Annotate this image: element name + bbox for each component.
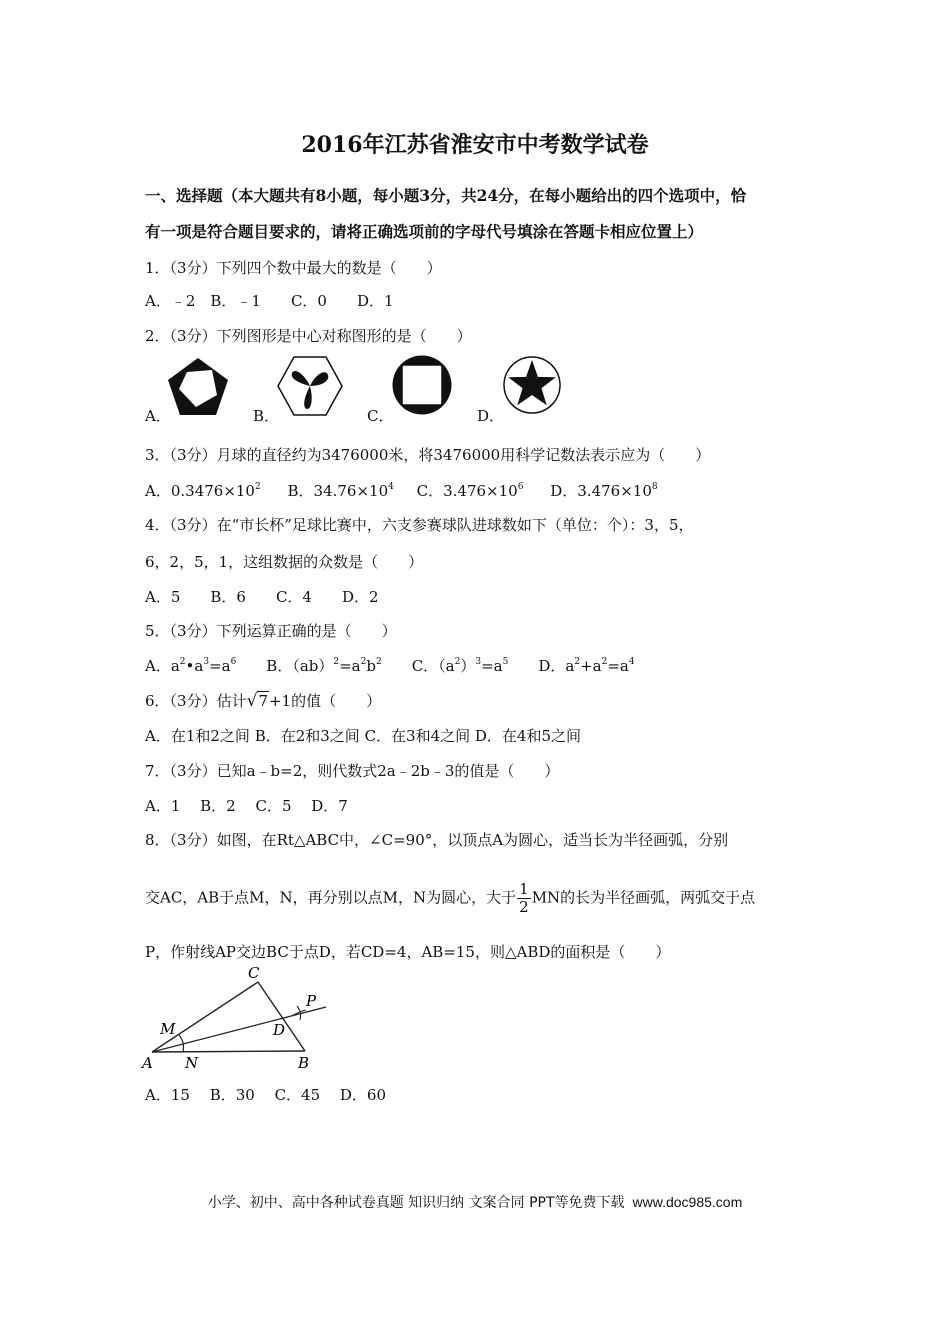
question-7-options: A．1 B．2 C．5 D．7 [145, 797, 348, 815]
side-ab [152, 1051, 305, 1052]
label-p: P [306, 992, 317, 1010]
question-8-line2-pre: 交AC，AB于点M，N，再分别以点M，N为圆心，大于 [145, 888, 517, 907]
q5-c-eq: =a [481, 657, 503, 675]
q5-b-exp2: 2 [360, 657, 367, 667]
question-4-stem-line1: 4．（3分）在“市长杯”足球比赛中，六支参赛球队进球数如下（单位：个）：3，5， [145, 516, 694, 534]
label-c: C [248, 964, 260, 982]
q5-a-mid: •a [185, 657, 204, 675]
q5-d-exp1: 2 [574, 657, 581, 667]
question-6-stem-pre: 6．（3分）估计 [145, 692, 247, 710]
option-c: C．3.476×10 [416, 482, 518, 500]
option-a: A．0.3476×10 [145, 482, 255, 500]
option-d: D．3.476×10 [550, 482, 652, 500]
radicand: 7 [258, 692, 268, 710]
option-c-exponent: 6 [517, 482, 524, 492]
ray-ap [152, 1007, 326, 1052]
question-3-options [145, 480, 658, 501]
section-heading-line2: 有一项是符合题目要求的，请将正确选项前的字母代号填涂在答题卡相应位置上） [145, 222, 704, 241]
label-a: A [142, 1054, 153, 1072]
q5-b-eq: =a [339, 657, 361, 675]
q5-a-eq: =a [209, 657, 231, 675]
footer-text: 小学、初中、高中各种试卷真题 知识归纳 文案合同 PPT等免费下载 [207, 1195, 625, 1211]
question-6-stem [145, 690, 381, 711]
option-b-exponent: 4 [388, 482, 394, 492]
question-1-stem: 1．（3分）下列四个数中最大的数是（ ） [145, 259, 442, 277]
label-n: N [185, 1054, 199, 1072]
question-8-options: A．15 B．30 C．45 D．60 [145, 1086, 387, 1104]
q5-b-b: b [366, 657, 376, 675]
q5-c-base: C．（a [381, 657, 455, 675]
q5-d-plus: +a [580, 657, 602, 675]
q5-d-eq: =a [607, 657, 629, 675]
question-7-stem: 7．（3分）已知a﹣b=2，则代数式2a﹣2b﹣3的值是（ ） [145, 762, 560, 780]
q5-c-exp3: 5 [502, 657, 509, 667]
radical-sign: √ [246, 691, 258, 711]
q5-c-exp2: 3 [475, 657, 482, 667]
side-bc [258, 982, 305, 1051]
footer-url[interactable]: www.doc985.com [632, 1194, 743, 1210]
q5-b-base: B．（ab） [236, 657, 334, 675]
option-c-label: C． [367, 407, 394, 425]
q5-a-exp2: 3 [203, 657, 210, 667]
triangle-figure [140, 962, 340, 1076]
question-8-line2-post: MN的长为半径画弧，两弧交于点 [531, 888, 756, 907]
option-d-label: D． [477, 407, 505, 425]
footer [0, 1192, 950, 1212]
question-3-stem: 3．（3分）月球的直径约为3476000米，将3476000用科学记数法表示应为（ ） [145, 446, 711, 464]
side-ac [152, 982, 258, 1052]
option-c-circle-square-figure [391, 354, 453, 416]
q5-d-base: D．a [508, 657, 575, 675]
question-1-options: A．﹣2 B．﹣1 C．0 D．1 [145, 292, 394, 310]
fraction-one-half [517, 881, 531, 916]
label-m: M [160, 1020, 176, 1038]
arc-mn [179, 1035, 184, 1052]
question-8-stem-line1: 8．（3分）如图，在Rt△ABC中，∠C=90°，以顶点A为圆心，适当长为半径画弧，分别 [145, 831, 729, 849]
q5-b-exp3: 2 [375, 657, 382, 667]
label-b: B [298, 1054, 310, 1072]
sqrt-expression [247, 691, 269, 711]
question-8-stem-line3: P，作射线AP交边BC于点D，若CD=4，AB=15，则△ABD的面积是（ ） [145, 943, 671, 961]
option-b-label: B． [253, 407, 280, 425]
q5-a-exp1: 2 [179, 657, 186, 667]
question-8-stem-line2 [145, 881, 755, 916]
question-2-stem: 2．（3分）下列图形是中心对称图形的是（ ） [145, 327, 472, 345]
option-b: B．34.76×10 [287, 482, 389, 500]
q5-d-exp2: 2 [601, 657, 608, 667]
option-b-hexagon-figure [276, 355, 344, 417]
q5-c-exp1: 2 [454, 657, 461, 667]
question-5-options [145, 655, 635, 676]
q5-a-exp3: 6 [230, 657, 237, 667]
option-a-exponent: 2 [254, 482, 261, 492]
question-6-options: A．在1和2之间 B．在2和3之间 C．在3和4之间 D．在4和5之间 [145, 727, 582, 745]
fraction-numerator: 1 [519, 880, 529, 898]
fraction-denominator: 2 [519, 898, 529, 916]
option-d-circle-star-figure [502, 355, 562, 415]
q5-d-exp3: 4 [628, 657, 635, 667]
question-4-stem-line2: 6，2，5，1，这组数据的众数是（ ） [145, 553, 424, 571]
label-d: D [273, 1021, 286, 1039]
question-6-stem-post: +1的值（ ） [268, 692, 382, 710]
exam-title: 2016年江苏省淮安市中考数学试卷 [301, 132, 649, 158]
section-heading-line1: 一、选择题（本大题共有8小题，每小题3分，共24分，在每小题给出的四个选项中，恰 [145, 186, 747, 205]
q5-a-base: A．a [145, 657, 180, 675]
question-4-options: A．5 B．6 C．4 D．2 [145, 588, 379, 606]
question-5-stem: 5．（3分）下列运算正确的是（ ） [145, 622, 397, 640]
option-d-exponent: 8 [651, 482, 658, 492]
q5-b-exp1: 2 [333, 657, 340, 667]
q5-c-paren: ） [460, 657, 476, 675]
option-a-pentagon-figure [165, 356, 231, 418]
option-a-label: A． [145, 407, 171, 425]
